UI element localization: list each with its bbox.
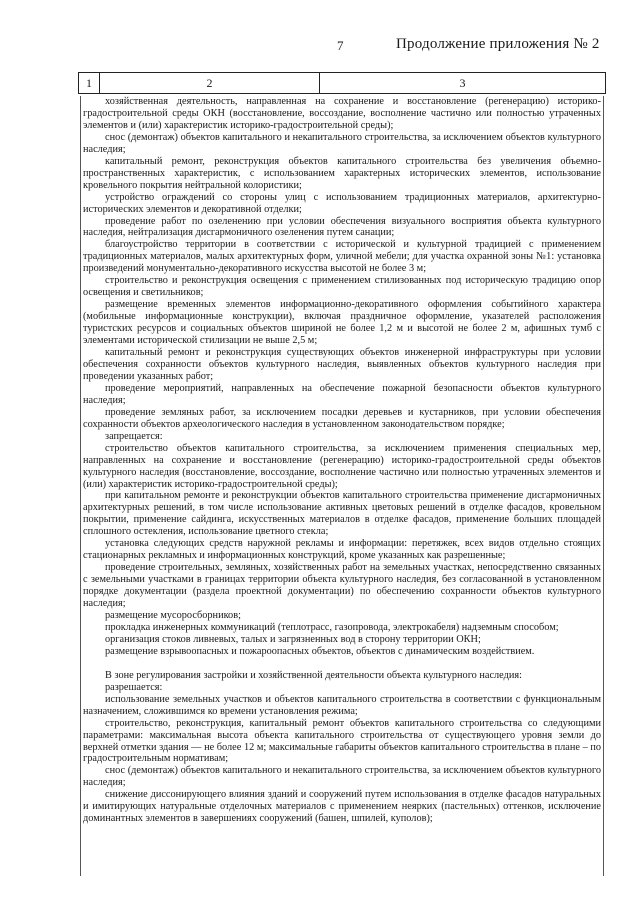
paragraph: благоустройство территории в соответствии с исторической и культурной традицией с применением традиционных материалов, малых архитектурных форм, уличной мебели; для участка охранной зоны №1: установка произведений монументально-декоративного искусства высотой не более 3 м; [83, 239, 601, 275]
paragraph: проведение земляных работ, за исключением посадки деревьев и кустарников, при условии обеспечения сохранности объектов археологического наследия в установленном законодательством порядке; [83, 406, 601, 430]
page-number: 7 [337, 38, 344, 53]
paragraph: установка следующих средств наружной рекламы и информации: перетяжек, всех видов отдельно стоящих стационарных рекламных и информационных конструкций, кроме указанных как разрешенные; [83, 538, 601, 562]
paragraph: строительство объектов капитального строительства, за исключением применения специальных мер, направленных на сохранение и восстановление (регенерацию) историко-градостроительной среды объектов культурного наследия (восстановление, воссоздание, восполнение частично или полностью утраченных элементов и (или) характеристик историко-градостроительной среды); [83, 442, 601, 490]
paragraph: проведение строительных, земляных, хозяйственных работ на земельных участках, непосредственно связанных с земельными участками в границах территории объекта культурного наследия, без согласованной в установленном порядке документации (раздела проектной документации) по обеспечению сохранности объектов культурного наследия; [83, 562, 601, 610]
paragraph: снос (демонтаж) объектов капитального и некапитального строительства, за исключением объектов культурного наследия; [83, 765, 601, 789]
paragraph: организация стоков ливневых, талых и загрязненных вод в сторону территории ОКН; [105, 633, 481, 645]
paragraph: снижение диссонирующего влияния зданий и сооружений путем использования в отделке фасадов натуральных и имитирующих натуральные отделочных материалов с применением неярких (пастельных) оттенков, исключение доминантных элементов в завершениях сооружений (башен, шпилей, куполов); [83, 789, 601, 825]
paragraph: прокладка инженерных коммуникаций (теплотрасс, газопровода, электрокабеля) надземным способом; [105, 621, 559, 633]
paragraph: снос (демонтаж) объектов капитального и некапитального строительства, за исключением объектов культурного наследия; [83, 131, 601, 155]
regulation-text-body [80, 96, 604, 876]
column-number-1: 1 [79, 73, 100, 93]
appendix-continuation-note: Продолжение приложения № 2 [396, 36, 600, 52]
paragraph: капитальный ремонт, реконструкция объектов капитального строительства без увеличения объемно-пространственных характеристик, с использованием характерных исторических элементов, использование кровельного покрытия нейтральной колористики; [83, 155, 601, 191]
prohibited-heading: запрещается: [105, 430, 163, 442]
paragraph: использование земельных участков и объектов капитального строительства в соответствии с функциональным назначением, сложившимся ко времени установления режима; [83, 693, 601, 717]
paragraph: при капитальном ремонте и реконструкции объектов капитального строительства применение дисгармоничных архитектурных решений, в том числе использование активных цветовых решений в отделке фасадов, кровельном покрытии, применение сайдинга, искусственных материалов в отделке фасадов, применение больших площадей сплошного остекления, использование цветного стекла; [83, 490, 601, 538]
table-column-number-row [78, 72, 606, 94]
paragraph: строительство, реконструкция, капитальный ремонт объектов капитального строительства со следующими параметрами: максимальная высота объекта капитального строительства от существующего уровня земли до верхней отметки здания — не более 12 м; максимальные габариты объектов капитального строительства в плане – по градостроительным нормативам; [83, 717, 601, 765]
paragraph: устройство ограждений со стороны улиц с использованием традиционных материалов, архитектурно-исторических элементов и декоративной отделки; [83, 191, 601, 215]
paragraph: размещение временных элементов информационно-декоративного оформления событийного характера (мобильные информационные конструкции), включая праздничное оформление, указателей расположения туристских ресурсов и социальных объектов шириной не более 1,2 м и высотой не более 2 м, афишных тумб с элементами исторической стилизации не выше 2,5 м; [83, 299, 601, 347]
paragraph: размещение взрывоопасных и пожароопасных объектов, объектов с динамическим воздействием. [105, 645, 535, 657]
paragraph: проведение работ по озеленению при условии обеспечения визуального восприятия объекта культурного наследия, нейтрализация дисгармоничного озеленения путем санации; [83, 215, 601, 239]
paragraph: проведение мероприятий, направленных на обеспечение пожарной безопасности объектов культурного наследия; [83, 382, 601, 406]
column-number-3: 3 [459, 76, 466, 90]
permitted-heading: разрешается: [105, 681, 163, 693]
paragraph: хозяйственная деятельность, направленная на сохранение и восстановление (регенерацию) историко-градостроительной среды ОКН (восстановление, воссоздание, восполнение частично или полностью утраченных элементов и (или) характеристик историко-градостроительной среды); [83, 96, 601, 131]
paragraph: строительство и реконструкция освещения с применением стилизованных под историческую традицию опор освещения и светильников; [83, 275, 601, 299]
paragraph: капитальный ремонт и реконструкция существующих объектов инженерной инфраструктуры при условии обеспечения сохранности объектов культурного наследия, выявленных объектов культурного наследия при проведении указанных работ; [83, 347, 601, 382]
column-number-2: 2 [100, 73, 320, 93]
paragraph: размещение мусоросборников; [105, 609, 241, 621]
zone-heading: В зоне регулирования застройки и хозяйственной деятельности объекта культурного наследия: [105, 669, 522, 681]
